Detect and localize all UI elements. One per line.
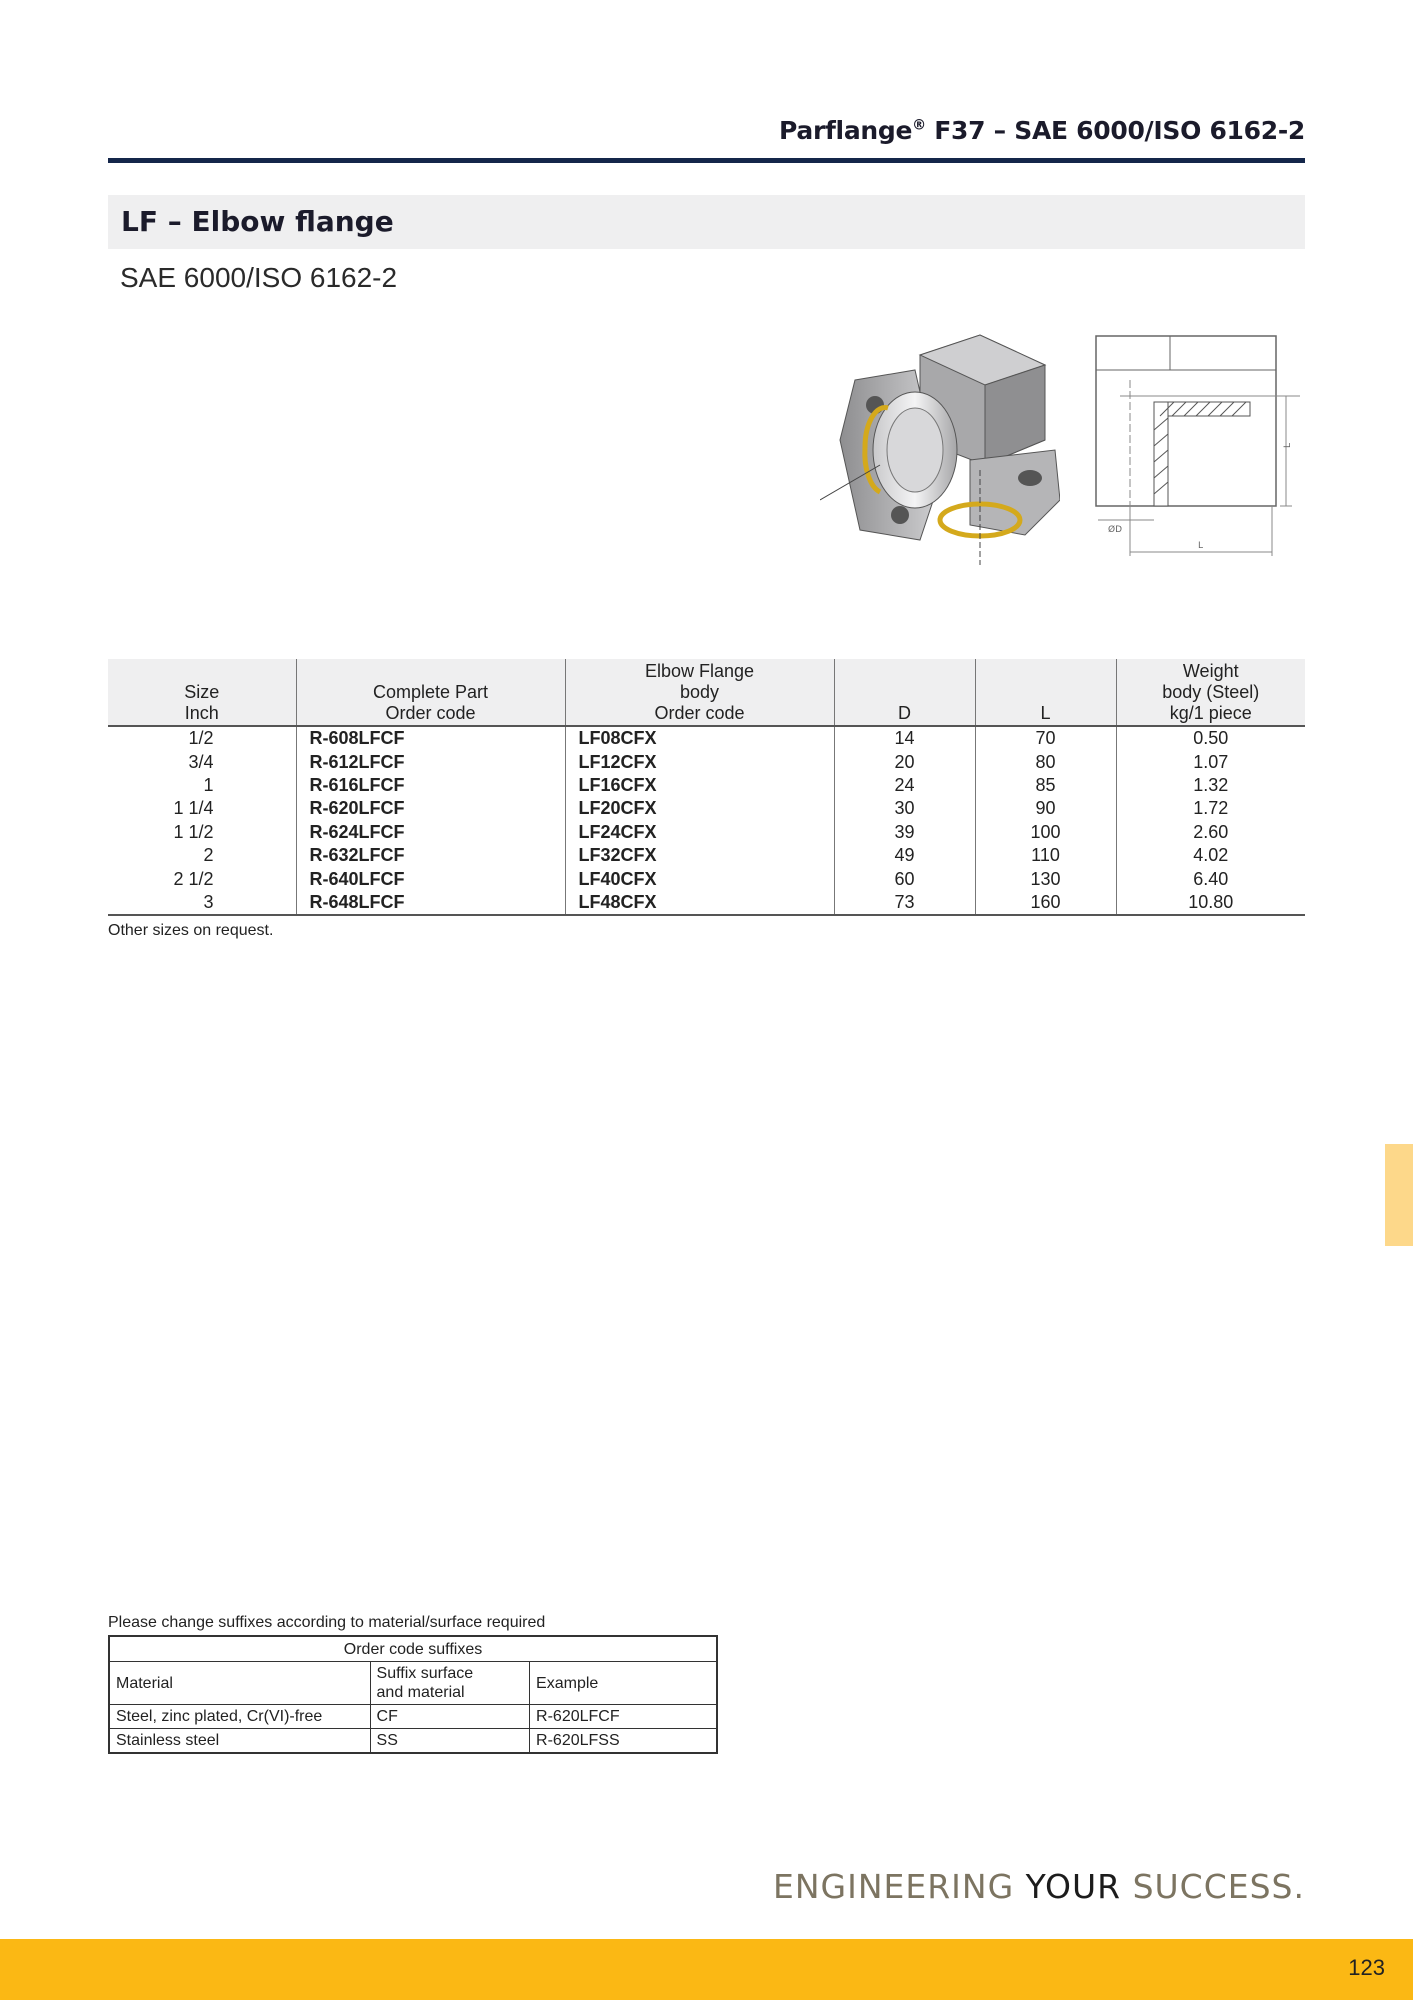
- elbow-flange-3d-illustration: [820, 330, 1060, 565]
- cell-l: 70: [975, 726, 1116, 750]
- cell-weight: 1.72: [1116, 797, 1305, 820]
- cell-body-code: LF16CFX: [565, 774, 834, 797]
- cell-weight: 0.50: [1116, 726, 1305, 750]
- cell-complete-code: R-608LFCF: [296, 726, 565, 750]
- dim-label-d: ØD: [1108, 525, 1123, 535]
- cell-complete-code: R-632LFCF: [296, 844, 565, 867]
- cell-size: 1: [203, 774, 214, 795]
- cell-size: 1 1/4: [173, 798, 214, 819]
- cell-size: 1 1/2: [173, 821, 214, 842]
- table-row: [108, 797, 1305, 820]
- suffix-table: [108, 1635, 718, 1754]
- cell-l: 110: [975, 844, 1116, 867]
- cell-complete-code: R-620LFCF: [296, 797, 565, 820]
- header-title-post: F37 – SAE 6000/ISO 6162-2: [925, 116, 1305, 145]
- cell-complete-code: R-648LFCF: [296, 891, 565, 915]
- table-row: [108, 867, 1305, 890]
- footer-bar: [0, 1939, 1413, 2000]
- cell-weight: 6.40: [1116, 867, 1305, 890]
- table-row: [108, 821, 1305, 844]
- cell-l: 160: [975, 891, 1116, 915]
- dimensions-table: [108, 659, 1305, 916]
- col-header-l: L: [975, 659, 1116, 726]
- suffix-example: R-620LFCF: [530, 1705, 717, 1729]
- cell-body-code: LF24CFX: [565, 821, 834, 844]
- table-row: [108, 891, 1305, 915]
- cell-d: 14: [834, 726, 975, 750]
- cell-size: 3/4: [188, 751, 214, 772]
- cell-body-code: LF32CFX: [565, 844, 834, 867]
- table-header-row: [108, 659, 1305, 726]
- suffix-code: SS: [370, 1729, 530, 1754]
- suffix-table-caption: Order code suffixes: [109, 1636, 717, 1662]
- cell-l: 90: [975, 797, 1116, 820]
- table-row: [108, 774, 1305, 797]
- cell-l: 100: [975, 821, 1116, 844]
- cell-weight: 1.32: [1116, 774, 1305, 797]
- cell-body-code: LF48CFX: [565, 891, 834, 915]
- col-header-complete-part: Complete Part Order code: [296, 659, 565, 726]
- elbow-flange-section-drawing: [1090, 330, 1310, 560]
- cell-size: 1/2: [188, 728, 214, 749]
- cell-weight: 2.60: [1116, 821, 1305, 844]
- cell-body-code: LF08CFX: [565, 726, 834, 750]
- registered-mark: ®: [912, 117, 926, 134]
- cell-d: 20: [834, 750, 975, 773]
- cell-l: 85: [975, 774, 1116, 797]
- suffix-col-suffix: Suffix surface and material: [370, 1662, 530, 1705]
- dim-label-l-vertical: L: [1283, 442, 1293, 448]
- cell-size: 2 1/2: [173, 868, 214, 889]
- suffix-col-material: Material: [109, 1662, 370, 1705]
- brand-tagline: ENGINEERING YOUR SUCCESS.: [773, 1867, 1305, 1906]
- section-title-band: [108, 195, 1305, 249]
- table-row: [108, 750, 1305, 773]
- section-title: LF – Elbow flange: [121, 205, 394, 238]
- suffix-caption-row: [109, 1636, 717, 1662]
- suffix-material: Steel, zinc plated, Cr(VI)-free: [109, 1705, 370, 1729]
- suffix-col-example: Example: [530, 1662, 717, 1705]
- cell-complete-code: R-624LFCF: [296, 821, 565, 844]
- cell-complete-code: R-616LFCF: [296, 774, 565, 797]
- cell-body-code: LF12CFX: [565, 750, 834, 773]
- cell-weight: 1.07: [1116, 750, 1305, 773]
- suffix-example: R-620LFSS: [530, 1729, 717, 1754]
- suffix-row: [109, 1729, 717, 1754]
- page-number: 123: [1348, 1955, 1385, 1980]
- cell-d: 24: [834, 774, 975, 797]
- cell-l: 80: [975, 750, 1116, 773]
- table-row: [108, 726, 1305, 750]
- cell-weight: 10.80: [1116, 891, 1305, 915]
- cell-size: 3: [108, 891, 296, 915]
- col-header-d: D: [834, 659, 975, 726]
- sizes-note: Other sizes on request.: [108, 922, 274, 939]
- cell-d: 30: [834, 797, 975, 820]
- section-side-tab: [1385, 1144, 1413, 1246]
- cell-d: 73: [834, 891, 975, 915]
- suffix-code: CF: [370, 1705, 530, 1729]
- suffix-header-row: [109, 1662, 717, 1705]
- cell-size: 2: [203, 845, 214, 866]
- header-rule: [108, 158, 1305, 163]
- cell-body-code: LF20CFX: [565, 797, 834, 820]
- cell-weight: 4.02: [1116, 844, 1305, 867]
- cell-complete-code: R-640LFCF: [296, 867, 565, 890]
- cell-complete-code: R-612LFCF: [296, 750, 565, 773]
- cell-d: 49: [834, 844, 975, 867]
- suffix-row: [109, 1705, 717, 1729]
- suffix-material: Stainless steel: [109, 1729, 370, 1754]
- document-header: [779, 116, 1305, 145]
- cell-l: 130: [975, 867, 1116, 890]
- col-header-size: Size Inch: [108, 659, 296, 726]
- cell-d: 60: [834, 867, 975, 890]
- header-title-pre: Parflange: [779, 116, 913, 145]
- col-header-weight: Weight body (Steel) kg/1 piece: [1116, 659, 1305, 726]
- col-header-body-code: Elbow Flange body Order code: [565, 659, 834, 726]
- cell-body-code: LF40CFX: [565, 867, 834, 890]
- section-subtitle: SAE 6000/ISO 6162-2: [120, 262, 398, 293]
- suffix-instruction: Please change suffixes according to material/surface required: [108, 1614, 546, 1631]
- table-row: [108, 844, 1305, 867]
- dim-label-l-horizontal: L: [1198, 541, 1204, 551]
- cell-d: 39: [834, 821, 975, 844]
